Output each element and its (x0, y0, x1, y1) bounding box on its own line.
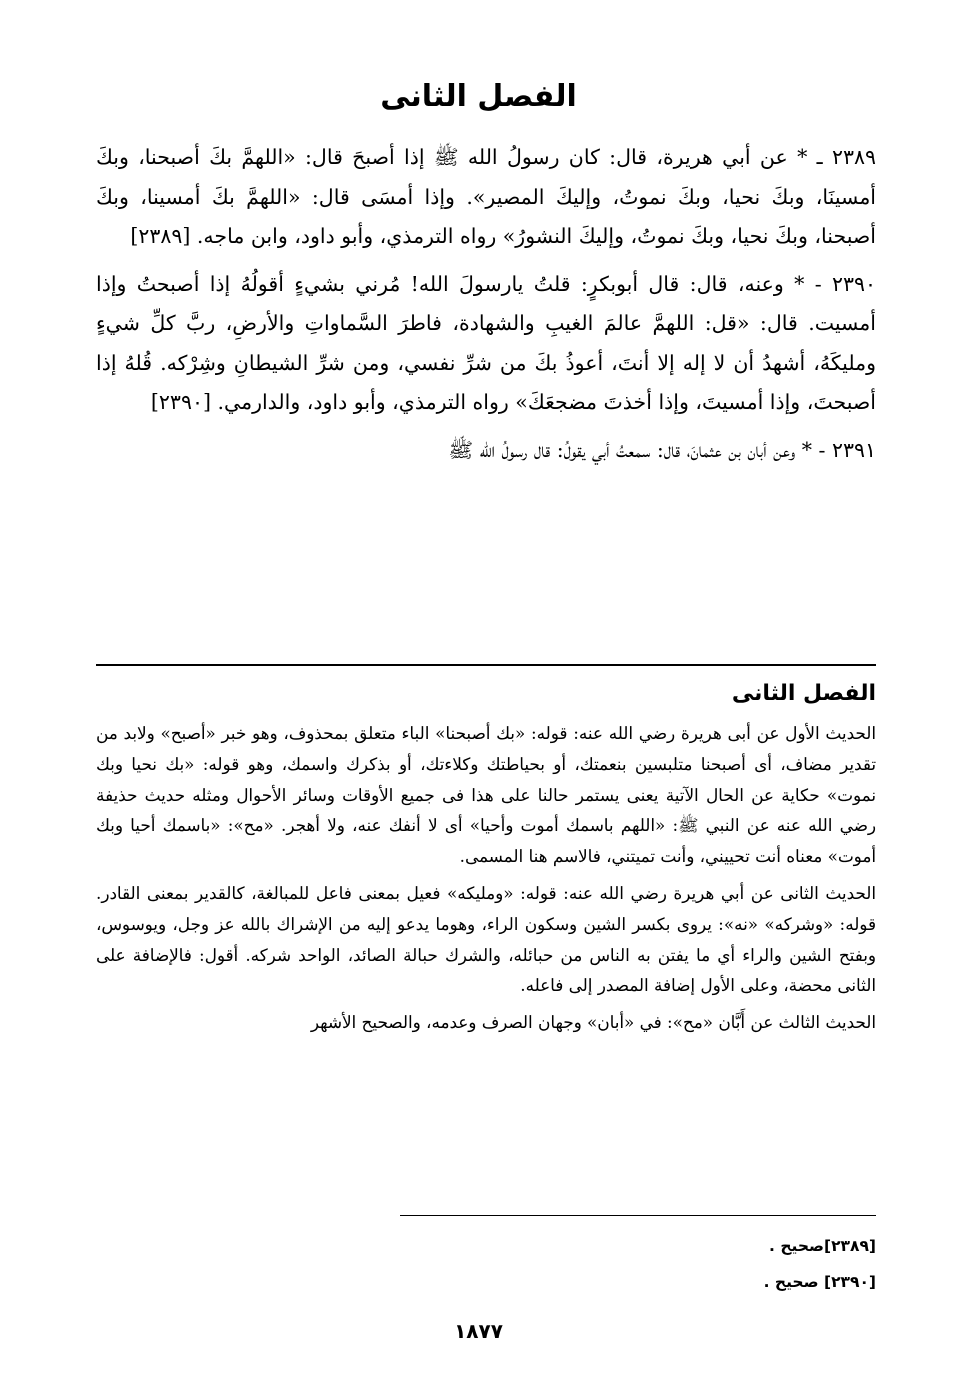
section-divider (96, 664, 876, 666)
commentary-block (96, 718, 876, 1044)
commentary-paragraph-2: الحديث الثانى عن أبي هريرة رضي الله عنه: قوله: «ومليكه» فعيل بمعنى فاعل للمبالغة، كالقدير بمعنى القادر. قوله: «وشركه» «نه»: يروى بكسر الشين وسكون الراء، وهوما يدعو إليه من الإشراك بالله عز وجل، ويوسوس، وبفتح الشين والراء أي ما يفتن به الناس من حبائله، والشرك حبالة الصائد، الواحد شركه. أقول: فالإضافة على الثانى محضة، وعلى الأول إضافة المصدر إلى فاعله. (96, 882, 876, 996)
commentary-paragraph-3: الحديث الثالث عن أَبَّان «مح»: في «أبان» وجهان الصرف وعدمه، والصحيح الأشهر (310, 1012, 876, 1033)
footnote-divider (400, 1215, 876, 1216)
commentary-paragraph-1: الحديث الأول عن أبى هريرة رضي الله عنه: قوله: «بك أصبحنا» الباء متعلق بمحذوف، وهو خبر «أصبح» ولابد من تقدير مضاف، أى أصبحنا متلبسين بنعمتك، أو بحياطتك وكلاءتك، أو بذكرك واسمك، وهو قوله: «بك نحيا وبك نموت» حكاية عن الحال الآتية يعنى يستمر حالنا على هذا فى جميع الأوقات وسائر الأحوال ومثله حديث حذيفة رضي الله عنه عن النبي ﷺ: «اللهم باسمك أموت وأحيا» أى لا أنفك عنه، ولا أهجر. «مح»: «باسمك أحيا وبك أموت» معناه أنت تحييني، وأنت تميتني، فالاسم هنا المسمى. (96, 723, 876, 867)
commentary-title: الفصل الثانى (731, 681, 876, 706)
hadith-text-block (96, 138, 876, 478)
hadith-2391: ٢٣٩١ - * وعن أبان بن عثمانَ، قال: سمعتُ أبي يقولُ: قال رسولُ الله ﷺ (448, 437, 876, 462)
footnote-2389: [٢٣٨٩]صحيح . (769, 1237, 876, 1255)
section-title: الفصل الثانى (380, 79, 577, 114)
page-number: ١٨٧٧ (454, 1319, 503, 1343)
hadith-2389: ٢٣٨٩ ـ * عن أبي هريرة، قال: كان رسولُ الله ﷺ إذا أصبحَ قال: «اللهمَّ بكَ أصبحنا، وبكَ أمسينَا، وبكَ نحيا، وبكَ نموتُ، وإليكَ المصير». وإذا أمسَى قال: «اللهمَّ بكَ أمسينا، وبكَ أصبحنا، وبكَ نحيا، وبكَ نموتُ، وإليكَ النشورُ» رواه الترمذي، وأبو داود، وابن ماجه. [٢٣٨٩] (96, 145, 876, 248)
footnotes (400, 1228, 876, 1300)
footnote-2390: [٢٣٩٠] صحيح . (763, 1273, 876, 1291)
hadith-2390: ٢٣٩٠ - * وعنه، قال: قال أبوبكرٍ: قلتُ يارسولَ الله! مُرني بشيءٍ أقولُهُ إذا أصبحتُ وإذا أمسيت. قال: «قل: اللهمَّ عالمَ الغيبِ والشهادة، فاطرَ السَّماواتِ والأرضِ، ربَّ كلِّ شيءٍ ومليكَهُ، أشهدُ أن لا إله إلا أنتَ، أعوذُ بكَ من شرِّ نفسي، ومن شرِّ الشيطانِ وشِرْكه. قُلهُ إذا أصبحتَ، وإذا أمسيتَ، وإذا أخذتَ مضجعَكَ» رواه الترمذي، وأبو داود، والدارمي. [٢٣٩٠] (96, 271, 876, 414)
